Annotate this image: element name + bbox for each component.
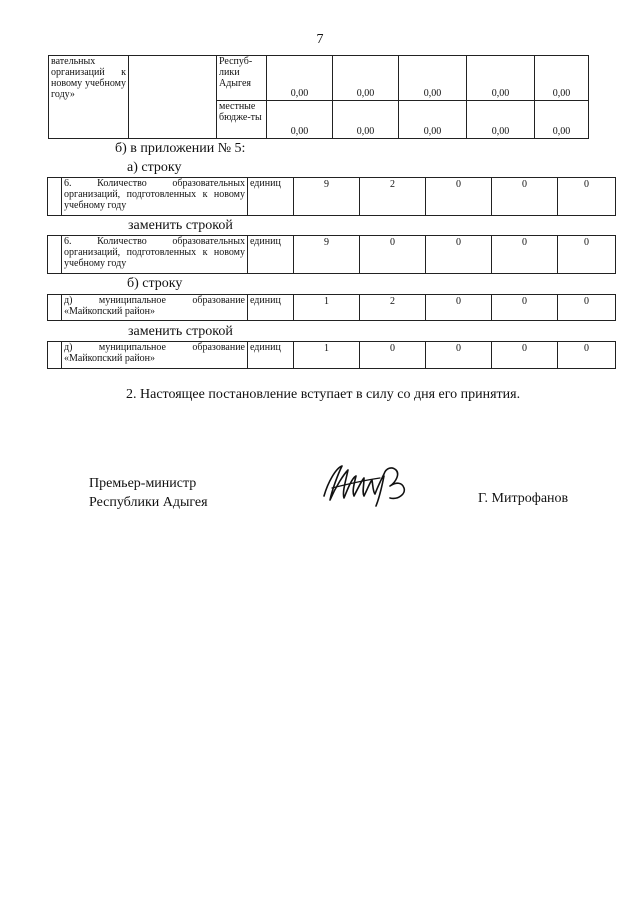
funding-table [48,55,589,139]
value-cell: 2 [360,178,426,216]
unit-cell: единиц [248,178,294,216]
indicator-row-table [47,235,616,274]
value-cell: 2 [360,295,426,321]
value-cell: 9 [294,236,360,274]
value-cell: 0 [426,236,492,274]
value-cell: 0 [492,236,558,274]
empty-cell [48,178,62,216]
effective-date-paragraph: 2. Настоящее постановление вступает в силу со дня его принятия. [126,387,521,402]
unit-cell: единиц [248,236,294,274]
section-heading: б) в приложении № 5: [115,141,246,156]
funding-source-cell: местные бюдже-ты [217,101,267,139]
value-cell: 0 [558,295,616,321]
indicator-row-table [47,294,616,321]
indicator-name: 6. Количество образовательных организаций, подготовленных к новому учебному году [62,236,248,274]
funding-table-empty-cell [129,56,217,139]
funding-table-left-text: вательных организаций к новому учебному году» [49,56,129,139]
indicator-row-table [47,177,616,216]
value-cell: 0,00 [267,101,333,139]
funding-source-cell: Респуб-лики Адыгея [217,56,267,101]
indicator-row-table [47,341,616,369]
value-cell: 0,00 [333,56,399,101]
empty-cell [48,342,62,369]
signatory-title-line: Республики Адыгея [89,495,208,510]
value-cell: 0 [426,342,492,369]
unit-cell: единиц [248,342,294,369]
section-heading: а) строку [127,160,182,175]
value-cell: 0,00 [467,56,535,101]
value-cell: 0,00 [267,56,333,101]
empty-cell [48,295,62,321]
value-cell: 0 [426,295,492,321]
value-cell: 0 [360,236,426,274]
value-cell: 0 [360,342,426,369]
value-cell: 0 [492,342,558,369]
signatory-title-line: Премьер-министр [89,476,197,491]
replace-heading: заменить строкой [128,218,233,233]
replace-heading: заменить строкой [128,324,233,339]
value-cell: 0,00 [333,101,399,139]
indicator-name: 6. Количество образовательных организаций, подготовленных к новому учебному году [62,178,248,216]
value-cell: 0 [558,178,616,216]
value-cell: 0 [492,178,558,216]
value-cell: 0 [426,178,492,216]
value-cell: 0,00 [399,101,467,139]
signature-image [318,460,410,510]
signatory-name: Г. Митрофанов [478,491,569,506]
value-cell: 1 [294,342,360,369]
page-number: 7 [316,32,324,47]
value-cell: 1 [294,295,360,321]
value-cell: 9 [294,178,360,216]
value-cell: 0,00 [399,56,467,101]
value-cell: 0,00 [535,56,589,101]
value-cell: 0,00 [467,101,535,139]
value-cell: 0 [558,342,616,369]
signatory-title [89,474,208,512]
empty-cell [48,236,62,274]
indicator-name: д) муниципальное образование «Майкопский район» [62,342,248,369]
section-heading: б) строку [127,276,183,291]
value-cell: 0,00 [535,101,589,139]
value-cell: 0 [558,236,616,274]
value-cell: 0 [492,295,558,321]
unit-cell: единиц [248,295,294,321]
indicator-name: д) муниципальное образование «Майкопский район» [62,295,248,321]
